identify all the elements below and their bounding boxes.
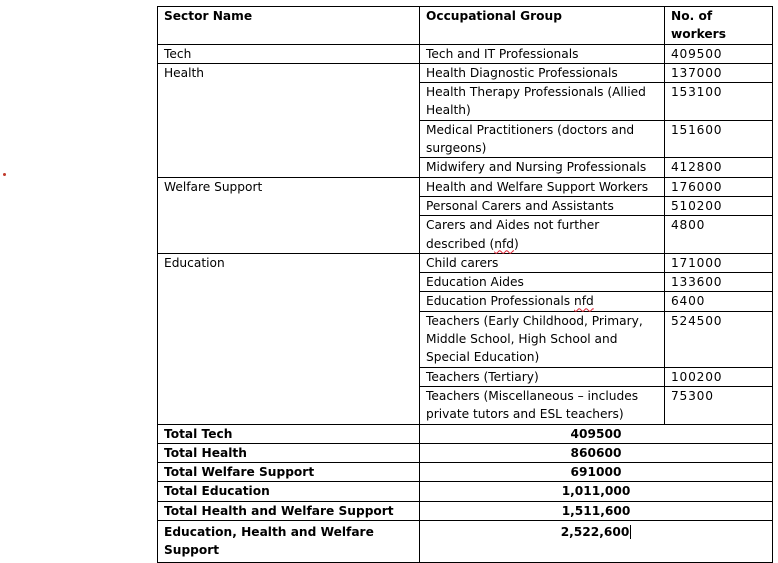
table-row: [158, 253, 773, 272]
group-cell: [420, 216, 665, 254]
header-row: [158, 7, 773, 45]
workers-table: [157, 6, 773, 563]
group-text: Education Professionals: [426, 294, 575, 309]
sector-cell-welfare: Welfare Support: [158, 177, 420, 253]
total-row: [158, 424, 773, 443]
text-cursor: 2,522,600: [560, 525, 630, 540]
workers-cell: 6400: [665, 292, 773, 311]
total-value: 1,511,600: [420, 501, 773, 520]
workers-cell: 133600: [665, 273, 773, 292]
total-row: [158, 501, 773, 520]
total-label: Total Education: [158, 482, 420, 501]
group-cell: Health and Welfare Support Workers: [420, 177, 665, 196]
total-row: [158, 463, 773, 482]
margin-dot: [3, 173, 6, 176]
group-cell: Personal Carers and Assistants: [420, 196, 665, 215]
group-cell: Health Diagnostic Professionals: [420, 63, 665, 82]
group-text: Carers and Aides not further described (: [426, 218, 600, 251]
total-label: Total Health and Welfare Support: [158, 501, 420, 520]
sector-cell-health: Health: [158, 63, 420, 177]
workers-cell: 100200: [665, 367, 773, 386]
total-value: 691000: [420, 463, 773, 482]
total-value: 860600: [420, 443, 773, 462]
workers-cell: 153100: [665, 83, 773, 121]
group-cell: Child carers: [420, 253, 665, 272]
table-row: [158, 63, 773, 82]
total-value[interactable]: [420, 521, 773, 563]
workers-cell: 75300: [665, 386, 773, 424]
table-row: [158, 177, 773, 196]
header-workers: No. of workers: [665, 7, 773, 45]
total-label: Total Welfare Support: [158, 463, 420, 482]
total-value: 1,011,000: [420, 482, 773, 501]
group-cell: Health Therapy Professionals (Allied Health): [420, 83, 665, 121]
spellcheck-word: nfd: [494, 236, 515, 251]
total-value: 409500: [420, 424, 773, 443]
group-cell: Teachers (Miscellaneous – includes private tutors and ESL teachers): [420, 386, 665, 424]
workers-cell: 409500: [665, 44, 773, 63]
workers-cell: 524500: [665, 311, 773, 367]
group-cell: Education Aides: [420, 273, 665, 292]
total-row: [158, 482, 773, 501]
header-group: Occupational Group: [420, 7, 665, 45]
workers-cell: 176000: [665, 177, 773, 196]
workers-cell: 4800: [665, 216, 773, 254]
group-cell: Midwifery and Nursing Professionals: [420, 158, 665, 177]
workers-cell: 151600: [665, 120, 773, 158]
group-cell: Tech and IT Professionals: [420, 44, 665, 63]
workers-cell: 412800: [665, 158, 773, 177]
group-text-end: ): [514, 236, 519, 251]
group-cell: Teachers (Early Childhood, Primary, Middle School, High School and Special Education): [420, 311, 665, 367]
total-label: Total Health: [158, 443, 420, 462]
group-cell: [420, 292, 665, 311]
workers-cell: 510200: [665, 196, 773, 215]
header-sector: Sector Name: [158, 7, 420, 45]
workers-cell: 137000: [665, 63, 773, 82]
workers-cell: 171000: [665, 253, 773, 272]
group-cell: Teachers (Tertiary): [420, 367, 665, 386]
sector-cell-education: Education: [158, 253, 420, 424]
group-cell: Medical Practitioners (doctors and surgeons): [420, 120, 665, 158]
total-label: Education, Health and Welfare Support: [158, 521, 420, 563]
table-row: [158, 44, 773, 63]
sector-cell-tech: Tech: [158, 44, 420, 63]
total-row: [158, 443, 773, 462]
total-row: [158, 521, 773, 563]
spellcheck-word: nfd: [574, 294, 594, 309]
total-label: Total Tech: [158, 424, 420, 443]
